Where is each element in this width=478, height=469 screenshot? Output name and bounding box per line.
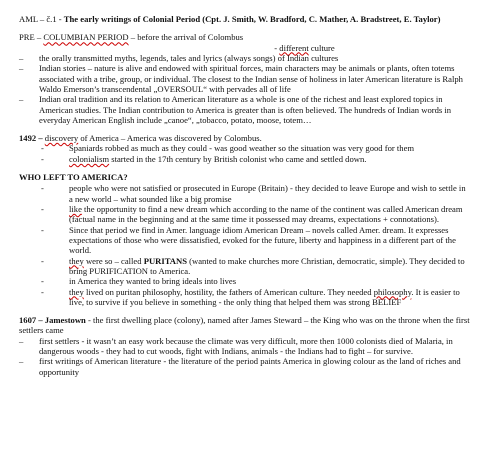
philosophy-word: philosophy (373, 286, 412, 297)
list-item: – first writings of American literature - the literature of the period paints America in glowing colour as the land of riches and opportunity (19, 356, 470, 377)
list-item: – Indian stories – nature is alive and endowed with spiritual forces, main characters may be animals or plants, often totems associated with a tribe, group, or individual. The closest to the Indian sense of holiness in later American literature is Ralph Waldo Emerson’s transcendental „OVERSOUL“ with pervades all of life (19, 63, 470, 94)
like-word: like (69, 204, 82, 214)
list-item: – first settlers - it wasn’t an easy work because the climate was very difficult, more then 1000 colonists died of Malaria, in dangerous woods - they had to cut woods, fight with Indians, animals - the Indians had to fight – for survive. (19, 336, 470, 357)
year-1607-list (19, 336, 470, 377)
discovery-rest: of America – America was discovered by Colombus. (78, 133, 262, 144)
item-text: the opportunity to find a new dream which according to the name of the continent was called American dream (factual name in the beginning and at the same time it possessed may dreams, expectations + connotations). (69, 204, 463, 225)
list-item (41, 154, 470, 164)
philosophy-rest: . It is easier to live, to survive if you believe in something - the only thing that helped them was strong BELIEF (69, 286, 460, 307)
list-item: – the orally transmitted myths, legends, tales and lyrics (always songs) of Indian cultures (19, 53, 470, 63)
they-word: they (69, 286, 84, 297)
pre-columbian-list (19, 53, 470, 125)
colonialism-word: colonialism (69, 153, 110, 164)
pre-prefix: PRE – (19, 32, 44, 43)
list-item (41, 204, 470, 225)
culture-word: culture (308, 42, 335, 53)
list-item: - in America they wanted to bring ideals into lives (41, 276, 470, 286)
puritans-rest: (wanted to make churches more Christian, democratic, simple). They decided to bring PURIFICATION to America. (69, 255, 465, 276)
pre-rest: – before the arrival of Colombus (128, 32, 244, 43)
pre-columbian-section (19, 32, 470, 125)
list-item (41, 287, 470, 308)
list-item: – Indian oral tradition and its relation to American literature as a whole is one of the richest and least explored topics in American studies. The Indian contribution to America is greater than is often believed. The hundreds of Indian words in everyday American English include „canoe“, „tobacco, potato, moose, totem… (19, 94, 470, 125)
item-text: lived on puritan philosophy, hostility, the fathers of American culture. They needed (83, 286, 374, 297)
who-left-list (19, 183, 470, 307)
pre-columbian-term: COLUMBIAN PERIOD (43, 32, 129, 43)
list-item (41, 143, 470, 153)
puritans-term: PURITANS (143, 255, 187, 266)
pre-columbian-line (19, 32, 470, 42)
sub-dash: - (274, 42, 280, 53)
item-text: started in the 17th century by British colonist who came and settled down. (109, 153, 367, 164)
year-1492-section (19, 133, 470, 164)
year-1492-line (19, 133, 470, 143)
they-word: they (69, 255, 84, 266)
different-word: different (279, 42, 309, 53)
year-1607-line (19, 315, 470, 336)
list-item: - people who were not satisfied or prosecuted in Europe (Britain) - they decided to leave Europe and wish to settle in a new world – what sounded like a big promise (41, 183, 470, 204)
document-heading (19, 14, 470, 24)
item-text: were so – called (83, 255, 144, 266)
different-culture-line (19, 43, 470, 53)
year-1607: 1607 – (19, 315, 45, 326)
jamestown-term: Jamestown (44, 315, 86, 326)
year-1492: 1492 – (19, 133, 45, 144)
who-left-section (19, 172, 470, 307)
discovery-word: discovery (44, 133, 79, 144)
list-item: - Since that period we find in Amer. language idiom American Dream – novels called Amer. dream. It expresses expectations of those who were dissatisfied, evoked for the future, liberty and happiness in a different part of the world. (41, 225, 470, 256)
jamestown-rest: - the first dwelling place (colony), named after James Steward – the King who was on the throne when the first settlers came (19, 315, 470, 336)
heading-title: The early writings of Colonial Period (Cpt. J. Smith, W. Bradford, C. Mather, A. Bradstreet, E. Taylor) (63, 14, 441, 24)
heading-prefix: AML – č.1 - (19, 14, 64, 24)
item-text: Spaniards robbed as much as they could - was good weather so the situation was very good for them (69, 143, 415, 154)
year-1492-list (19, 143, 470, 164)
list-item (41, 256, 470, 277)
who-left-title: WHO LEFT TO AMERICA? (19, 172, 128, 183)
year-1607-section (19, 315, 470, 377)
